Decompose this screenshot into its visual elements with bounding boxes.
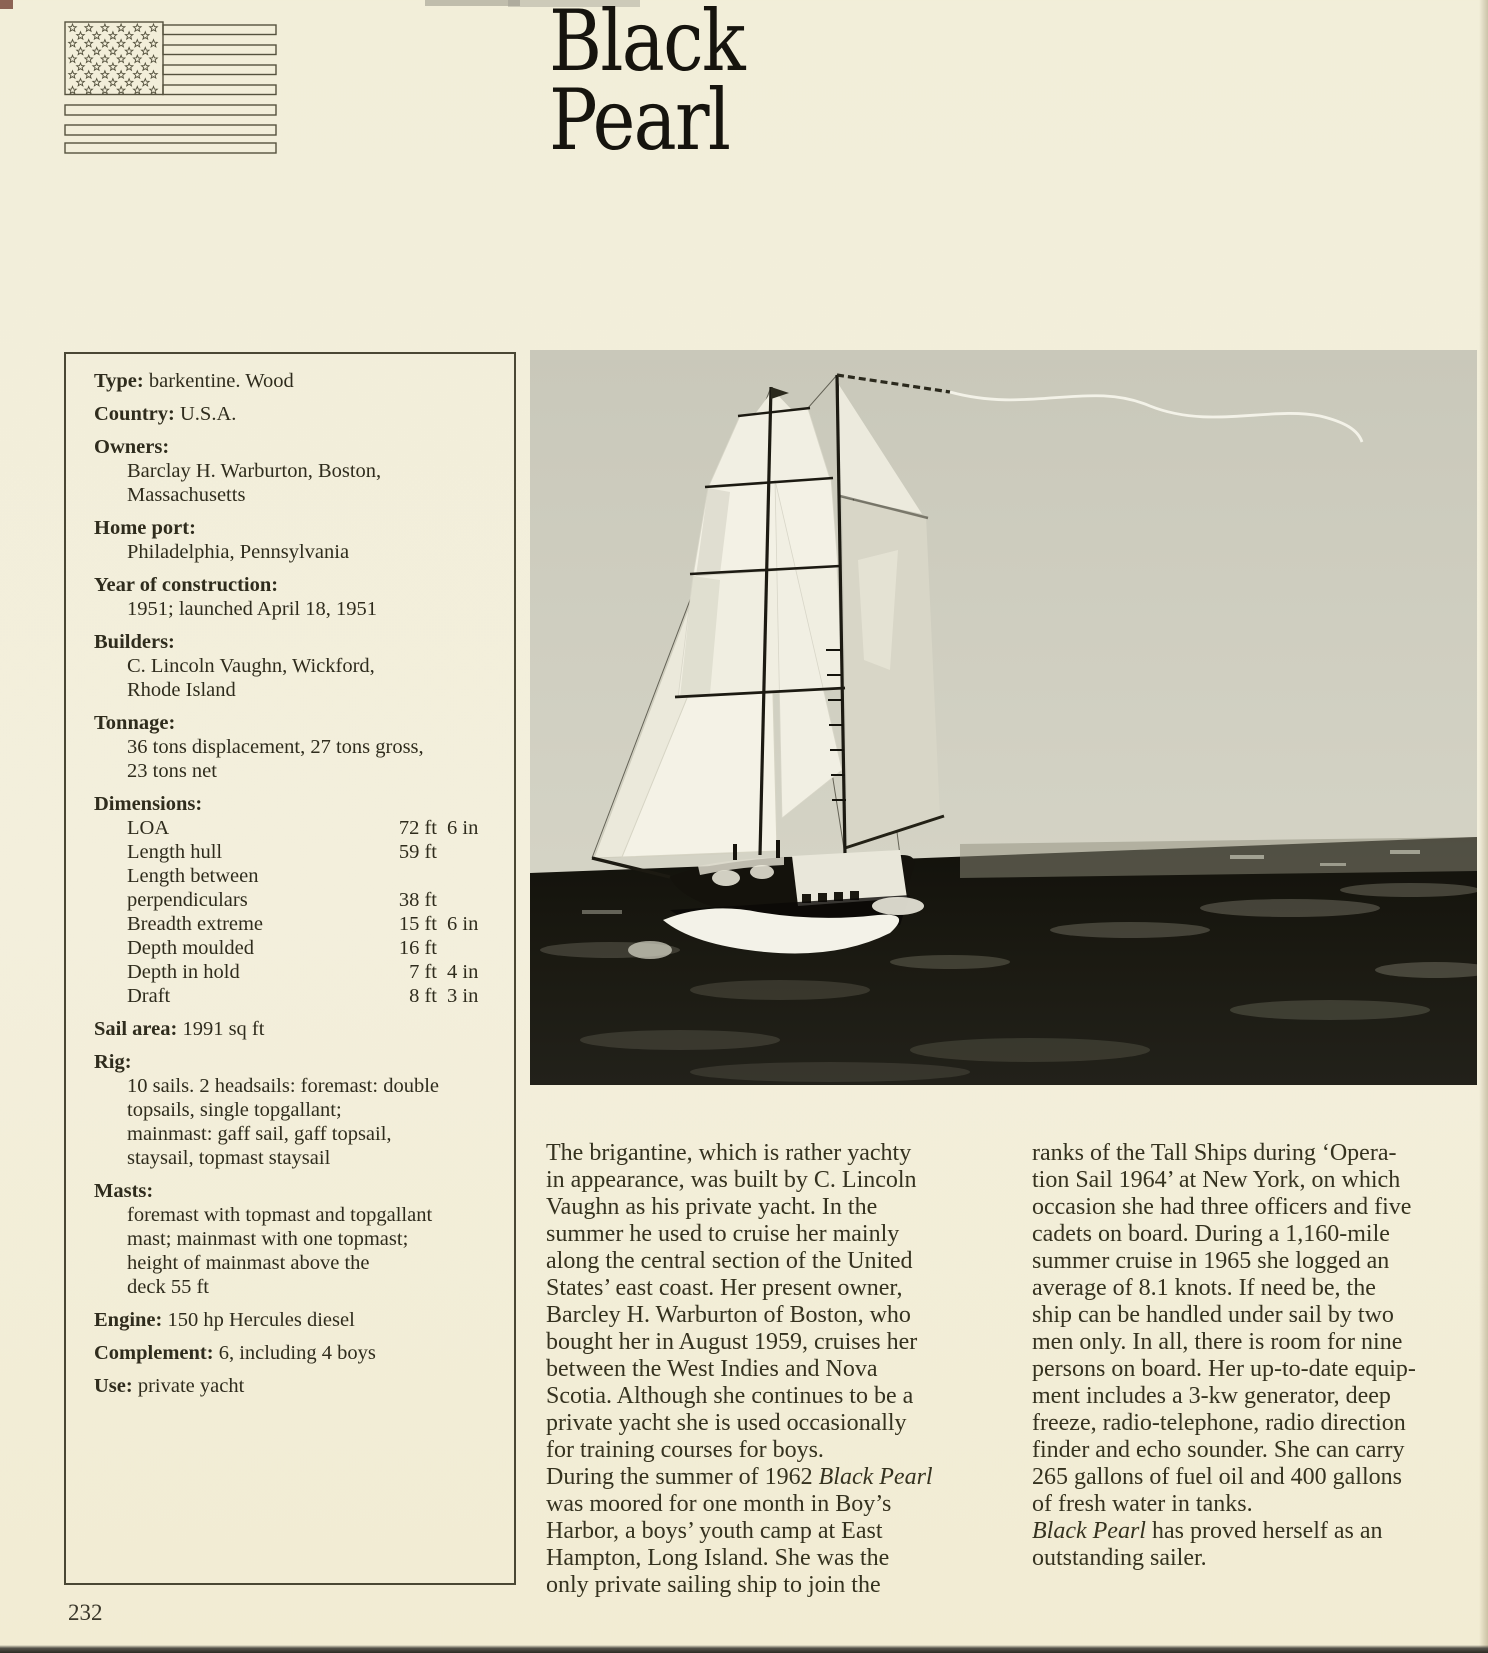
spec-line: 23 tons net [127, 760, 217, 782]
spec-list [94, 369, 488, 1398]
body-line: tion Sail 1964’ at New York, on which [1032, 1167, 1401, 1193]
body-line: States’ east coast. Her present owner, [546, 1275, 903, 1301]
body-line: in appearance, was built by C. Lincoln [546, 1167, 917, 1193]
ship-photo [530, 350, 1477, 1085]
spec-line: 36 tons displacement, 27 tons gross, [127, 736, 424, 758]
spec-line: 1951; launched April 18, 1951 [127, 598, 377, 620]
dimension-row: LOA 72 ft 6 in [127, 817, 479, 839]
spec-label: Tonnage: [94, 712, 176, 734]
spec-entry [94, 792, 488, 1008]
body-line: Harbor, a boys’ youth camp at East [546, 1518, 883, 1544]
page-bottom-edge-shadow [0, 1645, 1488, 1653]
body-line: During the summer of 1962 Black Pearl [546, 1464, 933, 1490]
spec-label: Sail area: [94, 1018, 178, 1040]
spec-box [64, 352, 516, 1585]
spec-line: Massachusetts [127, 484, 246, 506]
body-line: cadets on board. During a 1,160-mile [1032, 1221, 1390, 1247]
spec-label: Engine: [94, 1309, 163, 1331]
spec-entry: Complement: 6, including 4 boys [94, 1342, 376, 1364]
spec-line: mast; mainmast with one topmast; [127, 1228, 409, 1250]
body-line: along the central section of the United [546, 1248, 913, 1274]
dimension-row: Length hull 59 ft [127, 841, 437, 863]
spec-line: topsails, single topgallant; [127, 1099, 342, 1121]
spec-label: Type: [94, 370, 144, 392]
spec-line: staysail, topmast staysail [127, 1147, 331, 1169]
dimension-row: Breadth extreme 15 ft 6 in [127, 913, 479, 935]
body-line: ment includes a 3-kw generator, deep [1032, 1383, 1391, 1409]
scan-artifact [0, 0, 13, 9]
page-number: 232 [68, 1600, 103, 1625]
spec-label: Builders: [94, 631, 175, 653]
body-column-right [1032, 1140, 1488, 1572]
body-line: Hampton, Long Island. She was the [546, 1545, 890, 1571]
photo-sea [530, 837, 1477, 1085]
title-line: Black [549, 0, 744, 90]
body-line: occasion she had three officers and five [1032, 1194, 1412, 1220]
spec-line: 10 sails. 2 headsails: foremast: double [127, 1075, 439, 1097]
body-line: summer he used to cruise her mainly [546, 1221, 900, 1247]
spec-entry: Sail area: 1991 sq ft [94, 1018, 265, 1040]
spec-entry [94, 573, 488, 621]
body-line: only private sailing ship to join the [546, 1572, 881, 1598]
spec-entry [94, 711, 488, 783]
spec-label: Complement: [94, 1342, 214, 1364]
body-line: private yacht she is used occasionally [546, 1410, 907, 1436]
page-right-edge-shadow [1479, 0, 1488, 1653]
body-line: The brigantine, which is rather yachty [546, 1140, 912, 1166]
body-line: Black Pearl has proved herself as an [1032, 1518, 1383, 1544]
body-line: summer cruise in 1965 she logged an [1032, 1248, 1390, 1274]
spec-entry [94, 435, 488, 507]
spec-entry: Country: U.S.A. [94, 403, 237, 425]
spec-entry [94, 1050, 488, 1170]
scan-artifact [425, 0, 520, 6]
spec-entry: Engine: 150 hp Hercules diesel [94, 1309, 355, 1331]
dimension-row: Depth in hold 7 ft 4 in [127, 961, 479, 983]
spec-entry [94, 630, 488, 702]
spec-entry [94, 1179, 488, 1299]
spec-line: mainmast: gaff sail, gaff topsail, [127, 1123, 392, 1145]
us-flag-icon [64, 16, 277, 156]
body-line: finder and echo sounder. She can carry [1032, 1437, 1405, 1463]
dimension-row: Length between [127, 865, 259, 887]
spec-label: Country: [94, 403, 175, 425]
body-line: ship can be handled under sail by two [1032, 1302, 1394, 1328]
body-line: Vaughn as his private yacht. In the [546, 1194, 878, 1220]
spec-entry [94, 516, 488, 564]
spec-line: Rhode Island [127, 679, 236, 701]
page-title [549, 0, 744, 169]
spec-entry: Use: private yacht [94, 1375, 245, 1397]
body-line: for training courses for boys. [546, 1437, 824, 1463]
dimension-row: perpendiculars 38 ft [127, 889, 437, 911]
body-line: persons on board. Her up-to-date equip- [1032, 1356, 1416, 1382]
body-column-left [546, 1140, 996, 1599]
body-line: ranks of the Tall Ships during ‘Opera- [1032, 1140, 1397, 1166]
body-line: outstanding sailer. [1032, 1545, 1207, 1571]
spec-label: Use: [94, 1375, 133, 1397]
spec-line: C. Lincoln Vaughn, Wickford, [127, 655, 375, 677]
body-line: men only. In all, there is room for nine [1032, 1329, 1403, 1355]
title-line: Pearl [549, 71, 730, 169]
dimension-row: Depth moulded 16 ft [127, 937, 437, 959]
body-line: 265 gallons of fuel oil and 400 gallons [1032, 1464, 1402, 1490]
spec-label: Owners: [94, 436, 170, 458]
spec-line: Barclay H. Warburton, Boston, [127, 460, 382, 482]
spec-label: Rig: [94, 1051, 132, 1073]
body-line: of fresh water in tanks. [1032, 1491, 1253, 1517]
body-line: was moored for one month in Boy’s [546, 1491, 892, 1517]
spec-label: Home port: [94, 517, 196, 539]
body-line: between the West Indies and Nova [546, 1356, 878, 1382]
spec-line: height of mainmast above the [127, 1252, 370, 1274]
spec-line: Philadelphia, Pennsylvania [127, 541, 350, 563]
spec-entry: Type: barkentine. Wood [94, 370, 294, 392]
body-line: Barcley H. Warburton of Boston, who [546, 1302, 911, 1328]
spec-label: Year of construction: [94, 574, 279, 596]
body-line: Scotia. Although she continues to be a [546, 1383, 914, 1409]
body-line: bought her in August 1959, cruises her [546, 1329, 918, 1355]
spec-label: Dimensions: [94, 793, 203, 815]
body-line: freeze, radio-telephone, radio direction [1032, 1410, 1406, 1436]
spec-line: foremast with topmast and topgallant [127, 1204, 433, 1226]
body-line: average of 8.1 knots. If need be, the [1032, 1275, 1376, 1301]
dimension-row: Draft 8 ft 3 in [127, 985, 479, 1007]
flag-stars [69, 24, 158, 94]
spec-line: deck 55 ft [127, 1276, 209, 1298]
spec-label: Masts: [94, 1180, 154, 1202]
